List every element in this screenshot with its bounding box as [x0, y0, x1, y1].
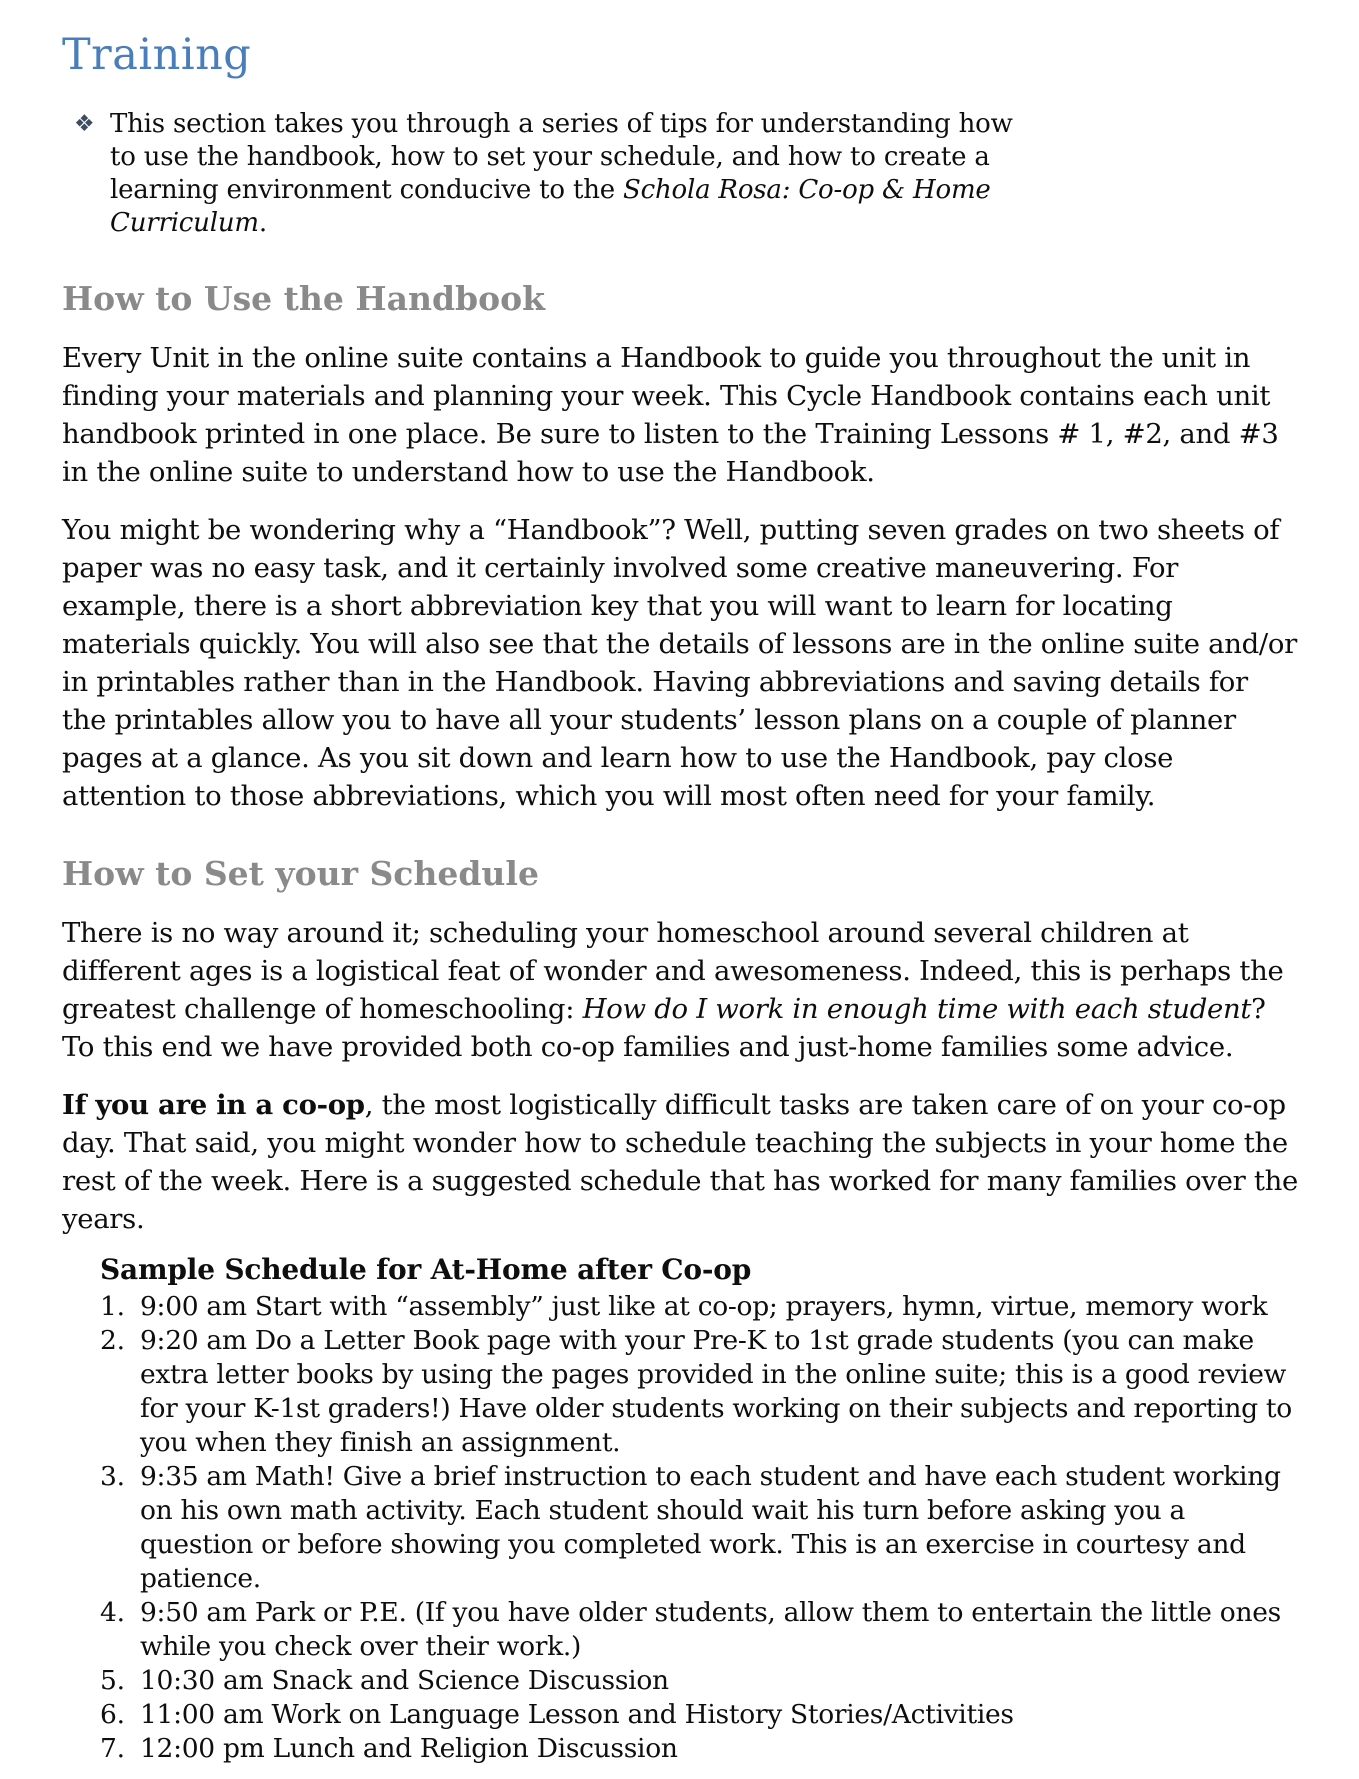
schedule-para1-lead: There is no way around it; scheduling your homeschool around several children at different ages is a logistical feat of wonder and awesomeness. Indeed, this is perhaps the greatest challenge of homeschooling: — [62, 917, 1284, 1026]
handbook-paragraph-2: You might be wondering why a “Handbook”? Well, putting seven grades on two sheets of paper was no easy task, and it certainly involved some creative maneuvering. For example, there is a short abbreviation key that you will want to learn for locating materials quickly. You will also see that the details of lessons are in the online suite and/or in printables rather than in the Handbook. Having abbreviations and saving details for the printables allow you to have all your students’ lesson plans on a couple of planner pages at a glance. As you sit down and learn how to use the Handbook, pay close attention to those abbreviations, which you will most often need for your family. — [62, 513, 1297, 812]
intro-tail-text: . — [258, 207, 267, 238]
sample-schedule-heading: Sample Schedule for At-Home after Co-op — [100, 1253, 752, 1287]
intro-curriculum-title: Schola Rosa: Co-op & Home Curriculum — [110, 174, 991, 238]
schedule-para1-tail: ? To this end we have provided both co-op families and just-home families some advice. — [62, 993, 1266, 1064]
page-title: Training — [62, 30, 252, 80]
diamond-bullet-icon: ❖ — [74, 110, 95, 137]
coop-paragraph-rest: , the most logistically difficult tasks are taken care of on your co-op day. That said, you might wonder how to schedule teaching the subjects in your home the rest of the week. Here is a suggested schedule that has worked for many families over the years. — [62, 1089, 1299, 1236]
schedule-paragraph-2 — [62, 1086, 1299, 1238]
schedule-item-4: 9:50 am Park or P.E. (If you have older students, allow them to entertain the little ones while you check over their work.) — [140, 1597, 1281, 1663]
handbook-paragraph-1: Every Unit in the online suite contains a Handbook to guide you throughout the unit in finding your materials and planning your week. This Cycle Handbook contains each unit handbook printed in one place. Be sure to listen to the Training Lessons # 1, #2, and #3 in the online suite to understand how to use the Handbook. — [62, 341, 1279, 488]
section-heading-how-to-set-schedule: How to Set your Schedule — [62, 853, 539, 893]
schedule-paragraph-1 — [62, 914, 1299, 1066]
schedule-item-2: 9:20 am Do a Letter Book page with your Pre-K to 1st grade students (you can make extra letter books by using the pages provided in the online suite; this is a good review for your K-1st graders!) Have older students working on their subjects and reporting to you when they finish an assignment. — [140, 1325, 1292, 1459]
coop-bold-lead: If you are in a co-op — [62, 1089, 365, 1122]
sample-schedule-list — [100, 1290, 1299, 1766]
schedule-item-6: 11:00 am Work on Language Lesson and History Stories/Activities — [140, 1699, 1014, 1731]
intro-note — [62, 108, 1027, 240]
intro-paragraph — [110, 108, 1027, 240]
schedule-para1-italic-question: How do I work in enough time with each student — [582, 993, 1252, 1026]
intro-lead-text: This section takes you through a series of tips for understanding how to use the handbook, how to set your schedule, and how to create a learning environment conducive to the — [110, 108, 1013, 205]
section-heading-how-to-use-handbook: How to Use the Handbook — [62, 278, 545, 318]
schedule-item-7: 12:00 pm Lunch and Religion Discussion — [140, 1733, 678, 1765]
sample-schedule — [100, 1252, 1299, 1766]
schedule-item-1: 9:00 am Start with “assembly” just like at co-op; prayers, hymn, virtue, memory work — [140, 1291, 1268, 1323]
schedule-item-5: 10:30 am Snack and Science Discussion — [140, 1665, 669, 1697]
schedule-item-3: 9:35 am Math! Give a brief instruction to each student and have each student working on his own math activity. Each student should wait his turn before asking you a question or before showing you completed work. This is an exercise in courtesy and patience. — [140, 1461, 1281, 1595]
